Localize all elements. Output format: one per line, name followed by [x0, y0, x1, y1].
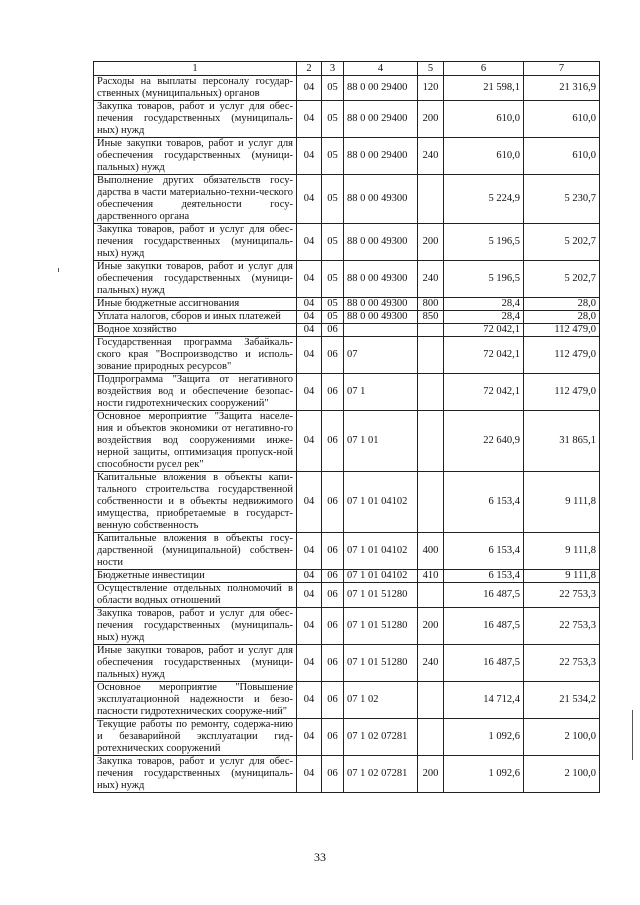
amount-year2-cell: 22 753,3 — [524, 645, 600, 682]
target-article-cell — [344, 324, 418, 337]
section-code-cell: 04 — [297, 533, 322, 570]
amount-year1-cell: 610,0 — [444, 101, 524, 138]
target-article-cell: 88 0 00 29400 — [344, 101, 418, 138]
table-row — [94, 138, 600, 175]
expense-type-cell: 200 — [418, 224, 444, 261]
amount-year1-cell: 6 153,4 — [444, 533, 524, 570]
row-name-cell: Основное мероприятие "Защита населе-ния и объектов экономики от негативно-го воздействия вод сооружениями инже-нерной защиты, оптимизация пропуск-ной способности русел рек" — [94, 411, 297, 472]
row-name-cell: Подпрограмма "Защита от негативного воздействия вод и обеспечение безопас-ности гидротехнических сооружений" — [94, 374, 297, 411]
section-code-cell: 04 — [297, 756, 322, 793]
row-name-cell: Закупка товаров, работ и услуг для обес-печения государственных (муниципаль-ных) нужд — [94, 224, 297, 261]
amount-year1-cell: 21 598,1 — [444, 76, 524, 101]
amount-year2-cell: 21 316,9 — [524, 76, 600, 101]
amount-year2-cell: 2 100,0 — [524, 756, 600, 793]
section-code-cell: 04 — [297, 138, 322, 175]
subsection-code-cell: 06 — [322, 719, 344, 756]
scan-artifact-left — [58, 268, 59, 272]
section-code-cell: 04 — [297, 261, 322, 298]
table-row — [94, 608, 600, 645]
target-article-cell: 07 1 — [344, 374, 418, 411]
target-article-cell: 88 0 00 29400 — [344, 138, 418, 175]
subsection-code-cell: 06 — [322, 608, 344, 645]
subsection-code-cell: 06 — [322, 756, 344, 793]
amount-year2-cell: 5 230,7 — [524, 175, 600, 224]
target-article-cell: 88 0 00 29400 — [344, 76, 418, 101]
row-name-cell: Бюджетные инвестиции — [94, 570, 297, 583]
table-row — [94, 411, 600, 472]
amount-year1-cell: 16 487,5 — [444, 583, 524, 608]
expense-type-cell — [418, 175, 444, 224]
subsection-code-cell: 06 — [322, 337, 344, 374]
expense-type-cell: 200 — [418, 756, 444, 793]
section-code-cell: 04 — [297, 570, 322, 583]
expense-type-cell: 400 — [418, 533, 444, 570]
row-name-cell: Иные закупки товаров, работ и услуг для обеспечения государственных (муници-пальных) нужд — [94, 261, 297, 298]
row-name-cell: Государственная программа Забайкаль-ского края "Воспроизводство и исполь-зование природных ресурсов" — [94, 337, 297, 374]
target-article-cell: 07 1 02 07281 — [344, 719, 418, 756]
table-row — [94, 719, 600, 756]
subsection-code-cell: 05 — [322, 76, 344, 101]
subsection-code-cell: 06 — [322, 533, 344, 570]
amount-year1-cell: 72 042,1 — [444, 374, 524, 411]
subsection-code-cell: 05 — [322, 311, 344, 324]
row-name-cell: Иные закупки товаров, работ и услуг для обеспечения государственных (муници-пальных) нужд — [94, 138, 297, 175]
section-code-cell: 04 — [297, 374, 322, 411]
column-header: 7 — [524, 62, 600, 76]
expense-type-cell — [418, 324, 444, 337]
row-name-cell: Расходы на выплаты персоналу государ-ственных (муниципальных) органов — [94, 76, 297, 101]
amount-year1-cell: 16 487,5 — [444, 608, 524, 645]
target-article-cell: 88 0 00 49300 — [344, 311, 418, 324]
target-article-cell: 88 0 00 49300 — [344, 298, 418, 311]
table-row — [94, 298, 600, 311]
expense-type-cell — [418, 682, 444, 719]
row-name-cell: Иные закупки товаров, работ и услуг для обеспечения государственных (муници-пальных) нужд — [94, 645, 297, 682]
expense-type-cell: 410 — [418, 570, 444, 583]
table-row — [94, 175, 600, 224]
subsection-code-cell: 06 — [322, 324, 344, 337]
scan-artifact-right — [632, 710, 633, 760]
row-name-cell: Выполнение других обязательств госу-дарства в части материально-техни-ческого обеспечения деятельности госу-дарственного органа — [94, 175, 297, 224]
expense-type-cell — [418, 374, 444, 411]
row-name-cell: Осуществление отдельных полномочий в области водных отношений — [94, 583, 297, 608]
target-article-cell: 88 0 00 49300 — [344, 224, 418, 261]
table-row — [94, 472, 600, 533]
row-name-cell: Капитальные вложения в объекты капи-тального строительства государственной собственности и в объекты недвижимого имущества, приобретаемые в государст-венную собственность — [94, 472, 297, 533]
expense-type-cell: 240 — [418, 138, 444, 175]
section-code-cell: 04 — [297, 101, 322, 138]
amount-year2-cell: 112 479,0 — [524, 337, 600, 374]
table-row — [94, 645, 600, 682]
row-name-cell: Текущие работы по ремонту, содержа-нию и безаварийной эксплуатации гид-ротехнических сооружений — [94, 719, 297, 756]
subsection-code-cell: 06 — [322, 645, 344, 682]
amount-year2-cell: 28,0 — [524, 311, 600, 324]
table-row — [94, 76, 600, 101]
amount-year1-cell: 5 196,5 — [444, 224, 524, 261]
target-article-cell: 07 1 02 07281 — [344, 756, 418, 793]
subsection-code-cell: 06 — [322, 682, 344, 719]
table-row — [94, 311, 600, 324]
expense-type-cell — [418, 472, 444, 533]
amount-year2-cell: 5 202,7 — [524, 261, 600, 298]
subsection-code-cell: 05 — [322, 224, 344, 261]
amount-year1-cell: 16 487,5 — [444, 645, 524, 682]
expense-type-cell: 120 — [418, 76, 444, 101]
amount-year2-cell: 31 865,1 — [524, 411, 600, 472]
subsection-code-cell: 06 — [322, 583, 344, 608]
row-name-cell: Закупка товаров, работ и услуг для обес-печения государственных (муниципаль-ных) нужд — [94, 101, 297, 138]
amount-year2-cell: 9 111,8 — [524, 570, 600, 583]
target-article-cell: 07 1 01 — [344, 411, 418, 472]
subsection-code-cell: 05 — [322, 138, 344, 175]
table-row — [94, 337, 600, 374]
expense-type-cell — [418, 583, 444, 608]
table-row — [94, 756, 600, 793]
page-number: 33 — [314, 850, 326, 864]
section-code-cell: 04 — [297, 583, 322, 608]
amount-year1-cell: 28,4 — [444, 298, 524, 311]
table-row — [94, 533, 600, 570]
section-code-cell: 04 — [297, 298, 322, 311]
amount-year2-cell: 22 753,3 — [524, 608, 600, 645]
section-code-cell: 04 — [297, 311, 322, 324]
amount-year1-cell: 72 042,1 — [444, 337, 524, 374]
budget-table — [93, 61, 600, 793]
target-article-cell: 88 0 00 49300 — [344, 261, 418, 298]
amount-year2-cell: 112 479,0 — [524, 324, 600, 337]
subsection-code-cell: 06 — [322, 411, 344, 472]
column-header: 1 — [94, 62, 297, 76]
subsection-code-cell: 05 — [322, 261, 344, 298]
table-row — [94, 570, 600, 583]
amount-year2-cell: 5 202,7 — [524, 224, 600, 261]
amount-year1-cell: 22 640,9 — [444, 411, 524, 472]
section-code-cell: 04 — [297, 645, 322, 682]
target-article-cell: 07 1 01 51280 — [344, 645, 418, 682]
section-code-cell: 04 — [297, 719, 322, 756]
table-header-row — [94, 62, 600, 76]
amount-year1-cell: 5 196,5 — [444, 261, 524, 298]
column-header: 6 — [444, 62, 524, 76]
expense-type-cell — [418, 337, 444, 374]
amount-year1-cell: 610,0 — [444, 138, 524, 175]
amount-year2-cell: 28,0 — [524, 298, 600, 311]
target-article-cell: 07 1 01 04102 — [344, 570, 418, 583]
column-header: 5 — [418, 62, 444, 76]
table-row — [94, 583, 600, 608]
amount-year1-cell: 6 153,4 — [444, 472, 524, 533]
section-code-cell: 04 — [297, 411, 322, 472]
expense-type-cell: 200 — [418, 101, 444, 138]
target-article-cell: 88 0 00 49300 — [344, 175, 418, 224]
subsection-code-cell: 06 — [322, 374, 344, 411]
column-header: 4 — [344, 62, 418, 76]
amount-year2-cell: 112 479,0 — [524, 374, 600, 411]
subsection-code-cell: 05 — [322, 298, 344, 311]
amount-year2-cell: 21 534,2 — [524, 682, 600, 719]
amount-year2-cell: 610,0 — [524, 101, 600, 138]
target-article-cell: 07 1 01 04102 — [344, 472, 418, 533]
target-article-cell: 07 — [344, 337, 418, 374]
amount-year2-cell: 610,0 — [524, 138, 600, 175]
amount-year1-cell: 1 092,6 — [444, 719, 524, 756]
row-name-cell: Иные бюджетные ассигнования — [94, 298, 297, 311]
table-row — [94, 682, 600, 719]
target-article-cell: 07 1 01 51280 — [344, 583, 418, 608]
expense-type-cell — [418, 719, 444, 756]
row-name-cell: Закупка товаров, работ и услуг для обес-печения государственных (муниципаль-ных) нужд — [94, 608, 297, 645]
row-name-cell: Основное мероприятие "Повышение эксплуатационной надежности и безо-пасности гидротехнических сооруже-ний" — [94, 682, 297, 719]
expense-type-cell: 240 — [418, 261, 444, 298]
row-name-cell: Закупка товаров, работ и услуг для обес-печения государственных (муниципаль-ных) нужд — [94, 756, 297, 793]
row-name-cell: Уплата налогов, сборов и иных платежей — [94, 311, 297, 324]
row-name-cell: Капитальные вложения в объекты госу-дарственной (муниципальной) собствен-ности — [94, 533, 297, 570]
section-code-cell: 04 — [297, 682, 322, 719]
row-name-cell: Водное хозяйство — [94, 324, 297, 337]
section-code-cell: 04 — [297, 608, 322, 645]
table-row — [94, 324, 600, 337]
amount-year1-cell: 5 224,9 — [444, 175, 524, 224]
target-article-cell: 07 1 01 04102 — [344, 533, 418, 570]
target-article-cell: 07 1 02 — [344, 682, 418, 719]
amount-year1-cell: 6 153,4 — [444, 570, 524, 583]
amount-year2-cell: 2 100,0 — [524, 719, 600, 756]
table-row — [94, 101, 600, 138]
expense-type-cell: 800 — [418, 298, 444, 311]
section-code-cell: 04 — [297, 337, 322, 374]
section-code-cell: 04 — [297, 175, 322, 224]
subsection-code-cell: 06 — [322, 472, 344, 533]
expense-type-cell: 850 — [418, 311, 444, 324]
column-header: 3 — [322, 62, 344, 76]
table-row — [94, 374, 600, 411]
target-article-cell: 07 1 01 51280 — [344, 608, 418, 645]
expense-type-cell: 240 — [418, 645, 444, 682]
table-row — [94, 261, 600, 298]
subsection-code-cell: 06 — [322, 570, 344, 583]
expense-type-cell — [418, 411, 444, 472]
expense-type-cell: 200 — [418, 608, 444, 645]
amount-year1-cell: 28,4 — [444, 311, 524, 324]
column-header: 2 — [297, 62, 322, 76]
section-code-cell: 04 — [297, 472, 322, 533]
amount-year1-cell: 72 042,1 — [444, 324, 524, 337]
amount-year2-cell: 9 111,8 — [524, 472, 600, 533]
section-code-cell: 04 — [297, 76, 322, 101]
section-code-cell: 04 — [297, 224, 322, 261]
amount-year2-cell: 9 111,8 — [524, 533, 600, 570]
subsection-code-cell: 05 — [322, 175, 344, 224]
amount-year1-cell: 14 712,4 — [444, 682, 524, 719]
section-code-cell: 04 — [297, 324, 322, 337]
amount-year1-cell: 1 092,6 — [444, 756, 524, 793]
amount-year2-cell: 22 753,3 — [524, 583, 600, 608]
subsection-code-cell: 05 — [322, 101, 344, 138]
table-row — [94, 224, 600, 261]
